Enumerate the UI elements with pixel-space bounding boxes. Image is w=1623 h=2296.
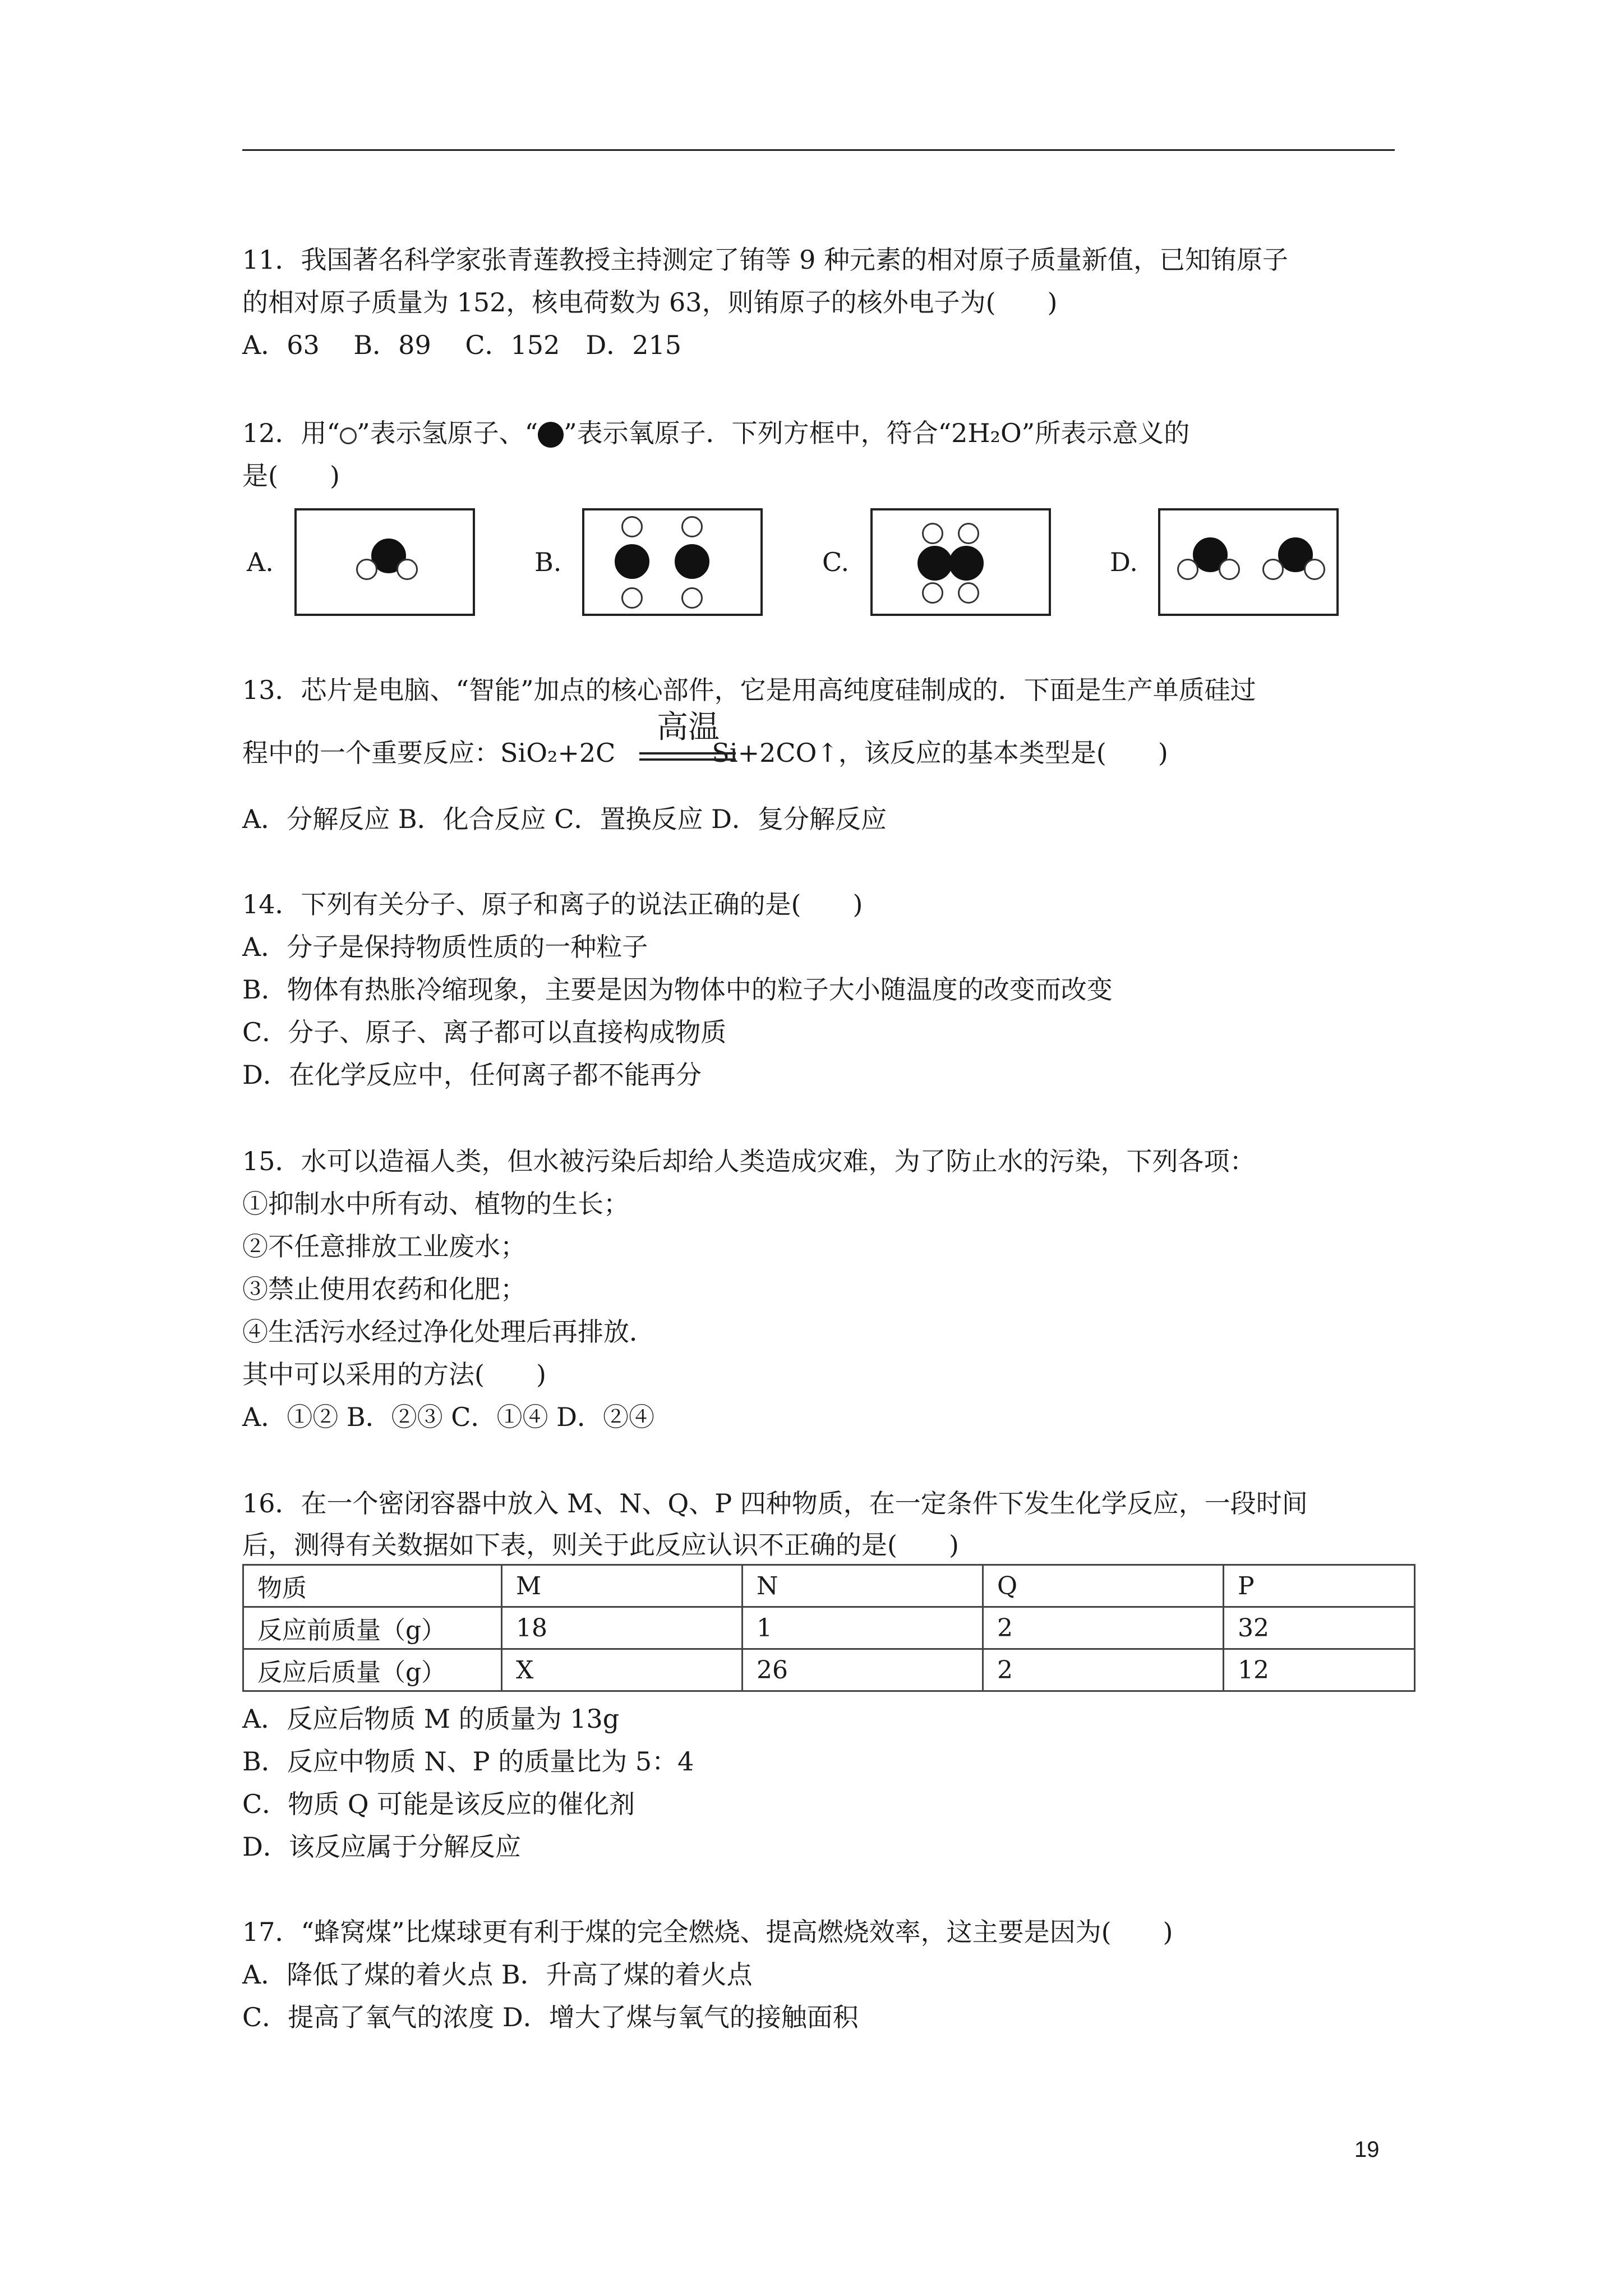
hydrogen-atom-icon (396, 559, 418, 580)
hydrogen-atom-icon (922, 523, 943, 544)
q14-option-a: A．分子是保持物质性质的一种粒子 (242, 932, 648, 962)
q12-option-b-label: B. (534, 547, 562, 577)
q15-item-2: ②不任意排放工业废水； (242, 1231, 526, 1262)
table-cell: 2 (983, 1607, 1224, 1649)
equals-bar-top (639, 752, 736, 754)
q16-data-table (242, 1564, 1415, 1692)
q15-item-1: ①抑制水中所有动、植物的生长； (242, 1189, 629, 1219)
q16-option-c: C．物质 Q 可能是该反应的催化剂 (242, 1789, 635, 1819)
table-row (243, 1649, 1415, 1691)
q12-text-c: ”表示氧原子．下列方框中，符合“2H₂O”所表示意义的 (564, 418, 1190, 448)
q13-equation-left: 程中的一个重要反应：SiO₂+2C (242, 738, 616, 768)
hydrogen-atom-icon (681, 516, 703, 537)
hydrogen-atom-icon (1219, 559, 1240, 580)
header-rule (242, 149, 1395, 151)
q11-line1: 11．我国著名科学家张青莲教授主持测定了铕等 9 种元素的相对原子质量新值，已知铕原子 (242, 245, 1289, 275)
table-cell: P (1224, 1565, 1415, 1607)
reaction-condition: 高温 (657, 709, 720, 746)
table-cell: 2 (983, 1649, 1224, 1691)
table-row (243, 1607, 1415, 1649)
q11-options: A．63 B．89 C．152 D．215 (242, 330, 682, 360)
hydrogen-atom-icon (621, 516, 643, 537)
table-header-row (243, 1565, 1415, 1607)
q15-item-3: ③禁止使用农药和化肥； (242, 1274, 526, 1304)
q14-stem: 14．下列有关分子、原子和离子的说法正确的是( ) (242, 889, 863, 919)
q13-line1 (242, 673, 1256, 707)
page-number: 19 (1354, 2137, 1380, 2162)
q15-item-4: ④生活污水经过净化处理后再排放． (242, 1317, 655, 1347)
q12-option-d-box (1158, 508, 1339, 616)
q12-option-c-label: C. (822, 547, 850, 577)
table-cell: 12 (1224, 1649, 1415, 1691)
table-cell: M (502, 1565, 743, 1607)
hydrogen-atom-icon (356, 559, 377, 580)
hydrogen-atom-icon (1177, 559, 1198, 580)
q15-options: A．①② B．②③ C．①④ D．②④ (242, 1402, 654, 1432)
table-cell: X (502, 1649, 743, 1691)
q12-option-a-label: A. (247, 547, 274, 577)
hydrogen-atom-icon (1262, 559, 1284, 580)
table-cell: N (743, 1565, 983, 1607)
table-cell: 32 (1224, 1607, 1415, 1649)
q12-option-c-box (870, 508, 1051, 616)
table-cell: 物质 (243, 1565, 502, 1607)
q16-line2: 后，测得有关数据如下表，则关于此反应认识不正确的是( ) (242, 1530, 959, 1560)
table-cell: Q (983, 1565, 1224, 1607)
hydrogen-atom-icon (681, 587, 703, 609)
q12-line2: 是( ) (242, 461, 340, 491)
q12-option-a-box (294, 508, 475, 616)
q13-options: A．分解反应 B．化合反应 C．置换反应 D．复分解反应 (242, 804, 887, 834)
hydrogen-symbol-icon (340, 427, 357, 444)
q16-option-d: D．该反应属于分解反应 (242, 1832, 521, 1862)
oxygen-symbol-icon (538, 422, 564, 448)
hydrogen-atom-icon (958, 582, 979, 604)
table-cell: 26 (743, 1649, 983, 1691)
q14-option-d: D．在化学反应中，任何离子都不能再分 (242, 1060, 702, 1090)
q16-line1: 16．在一个密闭容器中放入 M、N、Q、P 四种物质，在一定条件下发生化学反应，一段时间 (242, 1488, 1308, 1519)
q16-option-a: A．反应后物质 M 的质量为 13g (242, 1704, 620, 1734)
hydrogen-atom-icon (621, 587, 643, 609)
q15-stem: 15．水可以造福人类，但水被污染后却给人类造成灾难，为了防止水的污染，下列各项： (242, 1146, 1256, 1176)
table-cell: 反应后质量（g） (243, 1649, 502, 1691)
table-cell: 反应前质量（g） (243, 1607, 502, 1649)
q14-option-c: C．分子、原子、离子都可以直接构成物质 (242, 1017, 727, 1047)
q12-text-b: ”表示氢原子、“ (357, 418, 538, 448)
oxygen-atom-icon (675, 544, 709, 579)
q12-option-d-label: D. (1110, 547, 1138, 577)
oxygen-atom-icon (917, 546, 952, 581)
hydrogen-atom-icon (1304, 559, 1325, 580)
hydrogen-atom-icon (922, 582, 943, 604)
q16-option-b: B．反应中物质 N、P 的质量比为 5：4 (242, 1746, 694, 1777)
q17-stem: 17．“蜂窝煤”比煤球更有利于煤的完全燃烧、提高燃烧效率，这主要是因为( ) (242, 1917, 1173, 1947)
table-cell: 1 (743, 1607, 983, 1649)
q12-text-a: 12．用“ (242, 418, 340, 448)
hydrogen-atom-icon (958, 523, 979, 544)
oxygen-atom-icon (949, 546, 984, 581)
oxygen-atom-icon (615, 544, 649, 579)
q11-line2: 的相对原子质量为 152，核电荷数为 63，则铕原子的核外电子为( ) (242, 287, 1058, 318)
q12-line1 (242, 416, 1189, 450)
table-cell: 18 (502, 1607, 743, 1649)
q14-option-b: B．物体有热胀冷缩现象，主要是因为物体中的粒子大小随温度的改变而改变 (242, 974, 1113, 1005)
q12-option-b-box (582, 508, 763, 616)
q13-equation-right: Si+2CO↑，该反应的基本类型是( ) (712, 738, 1168, 768)
equals-bar-bottom (639, 758, 736, 761)
q17-options-ab: A．降低了煤的着火点 B．升高了煤的着火点 (242, 1959, 753, 1990)
q15-ask: 其中可以采用的方法( ) (242, 1359, 546, 1389)
q13-line1-text: 13．芯片是电脑、“智能”加点的核心部件，它是用高纯度硅制成的．下面是生产单质硅过 (242, 675, 1256, 705)
q17-options-cd: C．提高了氧气的浓度 D．增大了煤与氧气的接触面积 (242, 2002, 859, 2032)
